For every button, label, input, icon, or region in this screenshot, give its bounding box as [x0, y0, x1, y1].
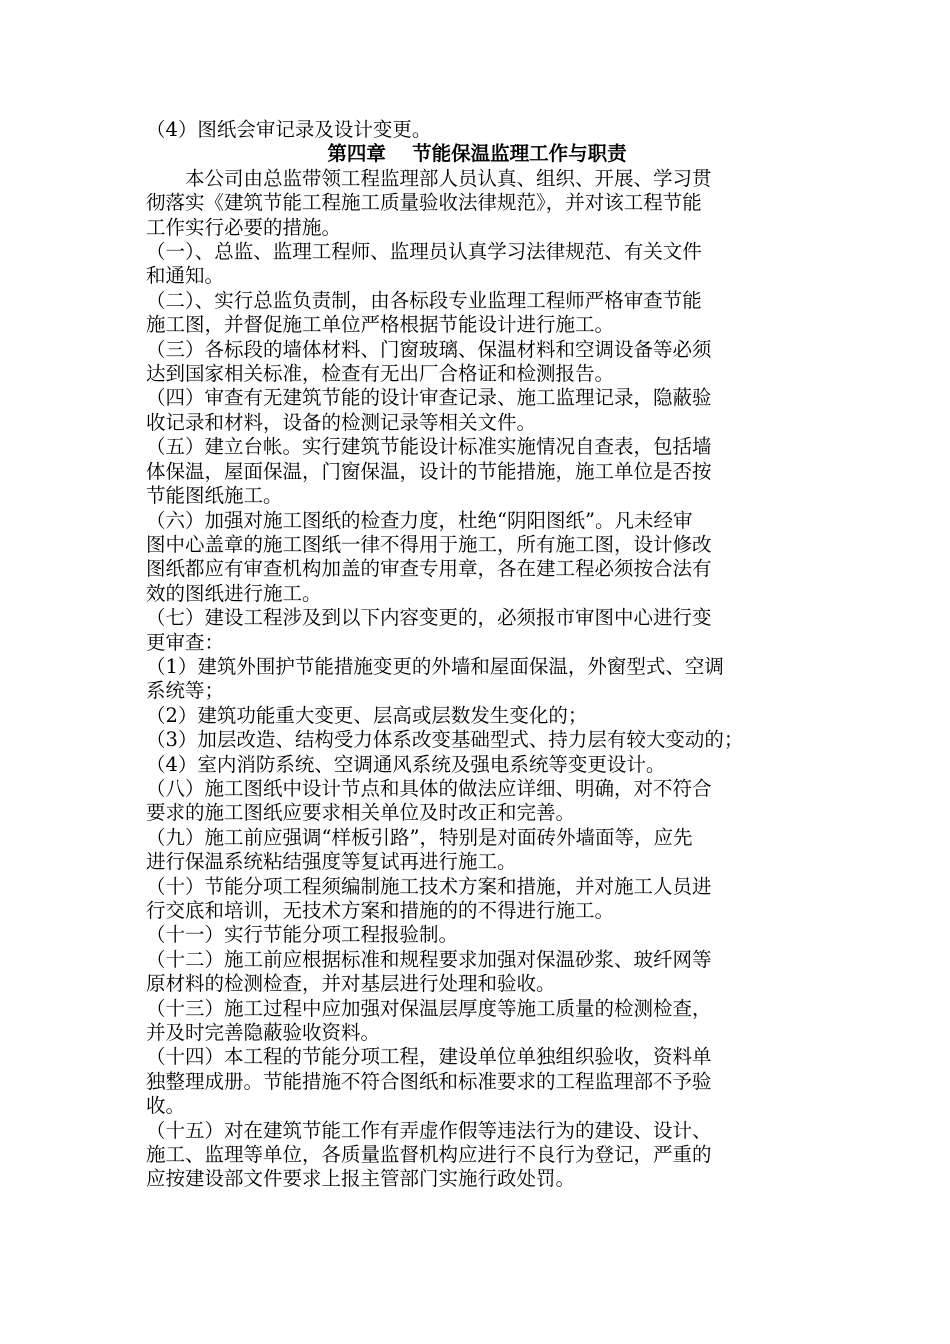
text-line: （十二）施工前应根据标准和规程要求加强对保温砂浆、玻纤网等	[146, 947, 712, 971]
text-line: 要求的施工图纸应要求相关单位及时改正和完善。	[146, 801, 576, 825]
paragraph	[146, 826, 818, 875]
paragraph	[146, 655, 818, 704]
paragraph	[146, 289, 818, 338]
text-line: （五）建立台帐。实行建筑节能设计标准实施情况自查表，包括墙	[146, 435, 712, 459]
text-line: 并及时完善隐蔽验收资料。	[146, 1021, 381, 1045]
text-line: 体保温，屋面保温，门窗保温，设计的节能措施，施工单位是否按	[146, 459, 712, 483]
text-line: 本公司由总监带领工程监理部人员认真、组织、开展、学习贯	[146, 166, 712, 190]
text-line: （三）各标段的墙体材料、门窗玻璃、保温材料和空调设备等必须	[146, 337, 712, 361]
text-line: 彻落实《建筑节能工程施工质量验收法律规范》，并对该工程节能	[146, 191, 702, 215]
text-line: （十一）实行节能分项工程报验制。	[146, 923, 459, 947]
text-line: 应按建设部文件要求上报主管部门实施行政处罚。	[146, 1167, 576, 1191]
text-line: 收。	[146, 1094, 186, 1118]
text-line: （九）施工前应强调“样板引路”，特别是对面砖外墙面等，应先	[146, 825, 693, 849]
text-line: （十三）施工过程中应加强对保温层厚度等施工质量的检测检查，	[146, 996, 712, 1020]
text-line: （一）、总监、监理工程师、监理员认真学习法律规范、有关文件	[146, 240, 702, 264]
text-line: 施工图，并督促施工单位严格根据节能设计进行施工。	[146, 313, 615, 337]
text-line: 图纸都应有审查机构加盖的审查专用章，各在建工程必须按合法有	[146, 557, 712, 581]
text-line: 工作实行必要的措施。	[146, 215, 342, 239]
paragraph	[146, 435, 818, 508]
text-line: （八）施工图纸中设计节点和具体的做法应详细、明确，对不符合	[146, 776, 712, 800]
paragraph	[146, 606, 818, 655]
text-line: 更审查：	[146, 630, 225, 654]
text-line: 独整理成册。节能措施不符合图纸和标准要求的工程监理部不予验	[146, 1069, 712, 1093]
text-line: （2）建筑功能重大变更、层高或层数发生变化的；	[146, 703, 588, 727]
text-line: 原材料的检测检查，并对基层进行处理和验收。	[146, 972, 556, 996]
text-line: 达到国家相关标准，检查有无出厂合格证和检测报告。	[146, 362, 615, 386]
text-line: （十）节能分项工程须编制施工技术方案和措施，并对施工人员进	[146, 874, 712, 898]
paragraph	[146, 923, 818, 947]
text-line: （四）审查有无建筑节能的设计审查记录、施工监理记录，隐蔽验	[146, 386, 712, 410]
paragraph	[146, 118, 818, 142]
text-line: 收记录和材料，设备的检测记录等相关文件。	[146, 410, 537, 434]
text-line: （4）室内消防系统、空调通风系统及强电系统等变更设计。	[146, 752, 666, 776]
paragraph	[146, 1045, 818, 1118]
text-line: （二）、实行总监负责制，由各标段专业监理工程师严格审查节能	[146, 288, 702, 312]
text-line: （3）加层改造、结构受力体系改变基础型式、持力层有较大变动的；	[146, 728, 744, 752]
paragraph	[146, 386, 818, 435]
text-line: 施工、监理等单位，各质量监督机构应进行不良行为登记，严重的	[146, 1143, 712, 1167]
text-line: 系统等；	[146, 679, 225, 703]
paragraph	[146, 777, 818, 826]
text-line: （十五）对在建筑节能工作有弄虚作假等违法行为的建设、设计、	[146, 1118, 712, 1142]
paragraph	[146, 1119, 818, 1192]
text-line: 节能图纸施工。	[146, 484, 283, 508]
text-line: 和通知。	[146, 264, 225, 288]
paragraph	[146, 509, 818, 607]
paragraph	[146, 875, 818, 924]
chapter-heading: 第四章 节能保温监理工作与职责	[327, 142, 627, 166]
paragraph	[146, 948, 818, 997]
text-line: 行交底和培训，无技术方案和措施的的不得进行施工。	[146, 899, 615, 922]
text-line: （六）加强对施工图纸的检查力度，杜绝“阴阳图纸”。凡未经审	[146, 508, 693, 532]
paragraph	[146, 997, 818, 1046]
paragraph	[146, 338, 818, 387]
document-page	[146, 118, 818, 1192]
paragraph	[146, 753, 818, 777]
paragraph	[146, 167, 818, 240]
text-line: 效的图纸进行施工。	[146, 581, 322, 605]
text-line: 图中心盖章的施工图纸一律不得用于施工，所有施工图，设计修改	[146, 532, 712, 556]
paragraph	[146, 728, 818, 752]
text-line: （4）图纸会审记录及设计变更。	[146, 118, 432, 141]
paragraph	[146, 240, 818, 289]
text-line: （1）建筑外围护节能措施变更的外墙和屋面保温，外窗型式、空调	[146, 654, 724, 678]
text-line: （七）建设工程涉及到以下内容变更的，必须报市审图中心进行变	[146, 606, 712, 630]
paragraph	[146, 704, 818, 728]
text-line: 进行保温系统粘结强度等复试再进行施工。	[146, 850, 517, 874]
text-line: （十四）本工程的节能分项工程，建设单位单独组织验收，资料单	[146, 1045, 712, 1069]
